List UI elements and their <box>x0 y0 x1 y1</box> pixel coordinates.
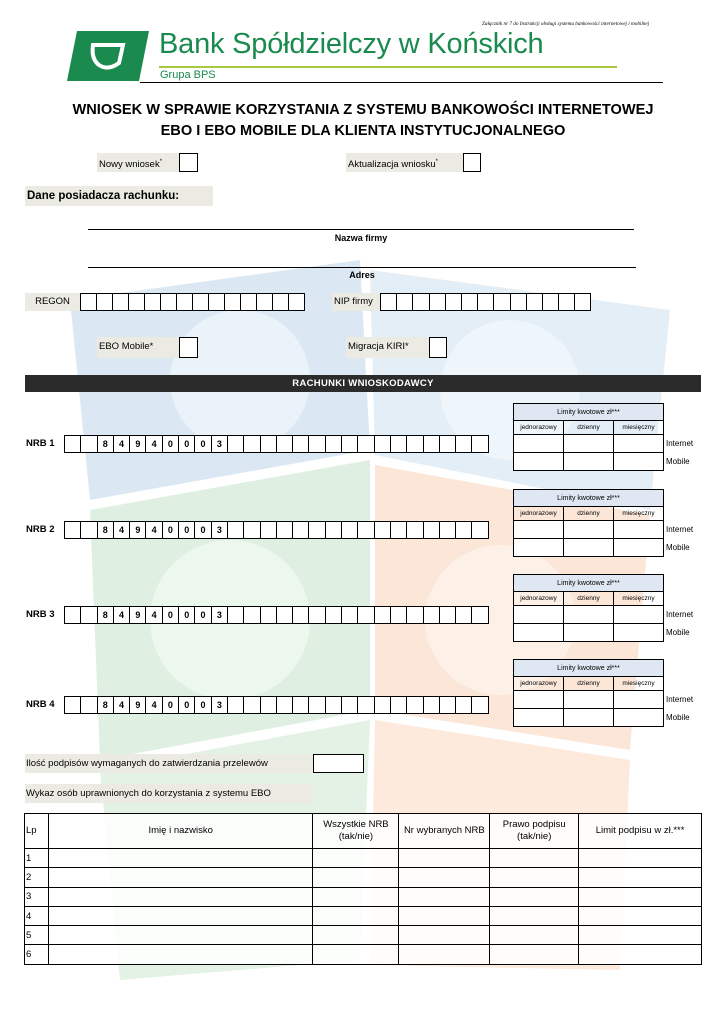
digit-cell[interactable] <box>455 521 472 539</box>
digit-cell[interactable] <box>341 435 358 453</box>
digit-cell[interactable]: 4 <box>145 606 162 624</box>
table-input-cell[interactable] <box>48 945 313 964</box>
limit-input[interactable] <box>564 539 614 557</box>
digit-cell[interactable] <box>455 696 472 714</box>
nrb-label: NRB 1 <box>26 438 55 449</box>
digit-cell[interactable] <box>526 293 543 311</box>
digit-cell[interactable] <box>243 521 260 539</box>
digit-cell[interactable] <box>390 606 407 624</box>
limit-column-header: miesięczny <box>614 421 664 435</box>
regon-input[interactable] <box>80 293 305 311</box>
table-input-cell[interactable] <box>313 868 399 887</box>
digit-cell[interactable]: 8 <box>97 435 114 453</box>
limit-input[interactable] <box>514 539 564 557</box>
table-input-cell[interactable] <box>490 849 579 868</box>
table-row <box>25 945 702 964</box>
nrb-account-input[interactable] <box>64 435 489 453</box>
table-row <box>25 926 702 945</box>
column-header: Nr wybranych NRB <box>399 814 490 849</box>
digit-cell[interactable] <box>493 293 510 311</box>
limit-input[interactable] <box>614 453 664 471</box>
channel-label: Internet <box>666 695 694 704</box>
bank-group: Grupa BPS <box>160 69 216 81</box>
attachment-note: Załącznik nr 7 do Instrukcji obsługi systemu bankowości internetowej i mobilnej <box>482 21 650 27</box>
digit-cell[interactable] <box>308 521 325 539</box>
table-input-cell[interactable] <box>48 926 313 945</box>
digit-cell[interactable] <box>80 521 97 539</box>
table-input-cell[interactable] <box>579 945 702 964</box>
digit-cell[interactable] <box>192 293 209 311</box>
digit-cell[interactable] <box>341 521 358 539</box>
digit-cell[interactable] <box>292 606 309 624</box>
table-input-cell[interactable] <box>579 926 702 945</box>
column-header: Wszystkie NRB (tak/nie) <box>313 814 399 849</box>
new-request-label: Nowy wniosek* <box>97 153 179 172</box>
limit-column-header: jednorazowy <box>514 507 564 521</box>
limit-column-header: dzienny <box>564 421 614 435</box>
update-request-checkbox[interactable] <box>463 153 481 172</box>
digit-cell[interactable] <box>412 293 429 311</box>
address-field[interactable] <box>88 267 636 268</box>
digit-cell[interactable] <box>227 435 244 453</box>
digit-cell[interactable] <box>406 606 423 624</box>
digit-cell[interactable] <box>374 521 391 539</box>
limit-input[interactable] <box>564 435 614 453</box>
digit-cell[interactable] <box>406 521 423 539</box>
authorized-persons-label: Wykaz osób uprawnionych do korzystania z systemu EBO <box>25 784 313 803</box>
limit-input[interactable] <box>514 606 564 624</box>
digit-cell[interactable] <box>160 293 177 311</box>
digit-cell[interactable] <box>260 696 277 714</box>
digit-cell[interactable] <box>510 293 527 311</box>
digit-cell[interactable] <box>325 435 342 453</box>
digit-cell[interactable] <box>374 606 391 624</box>
limit-column-header: miesięczny <box>614 507 664 521</box>
digit-cell[interactable] <box>292 521 309 539</box>
required-signatures-label: Ilość podpisów wymaganych do zatwierdzania przelewów <box>25 754 313 773</box>
limits-table <box>513 659 702 727</box>
digit-cell[interactable] <box>471 435 488 453</box>
limit-column-header: miesięczny <box>614 677 664 691</box>
table-row <box>25 868 702 887</box>
digit-cell[interactable]: 4 <box>145 696 162 714</box>
digit-cell[interactable] <box>112 293 129 311</box>
digit-cell[interactable] <box>574 293 591 311</box>
table-input-cell[interactable] <box>579 868 702 887</box>
table-input-cell[interactable] <box>399 926 490 945</box>
digit-cell[interactable] <box>341 606 358 624</box>
digit-cell[interactable] <box>406 696 423 714</box>
limit-input[interactable] <box>614 606 664 624</box>
digit-cell[interactable] <box>308 606 325 624</box>
digit-cell[interactable]: 8 <box>97 606 114 624</box>
row-number: 6 <box>25 945 49 964</box>
digit-cell[interactable] <box>64 435 81 453</box>
table-input-cell[interactable] <box>313 887 399 906</box>
limit-input[interactable] <box>564 624 614 642</box>
company-name-field[interactable] <box>88 229 634 230</box>
limit-input[interactable] <box>564 453 614 471</box>
digit-cell[interactable] <box>276 606 293 624</box>
table-input-cell[interactable] <box>399 849 490 868</box>
digit-cell[interactable] <box>471 606 488 624</box>
digit-cell[interactable] <box>439 435 456 453</box>
limit-column-header: jednorazowy <box>514 421 564 435</box>
digit-cell[interactable] <box>292 696 309 714</box>
digit-cell[interactable] <box>80 606 97 624</box>
nrb-account-input[interactable] <box>64 696 489 714</box>
digit-cell[interactable]: 4 <box>113 696 130 714</box>
digit-cell[interactable] <box>80 293 97 311</box>
digit-cell[interactable] <box>439 521 456 539</box>
digit-cell[interactable]: 8 <box>97 521 114 539</box>
digit-cell[interactable] <box>243 696 260 714</box>
digit-cell[interactable] <box>471 696 488 714</box>
digit-cell[interactable]: 0 <box>178 521 195 539</box>
digit-cell[interactable] <box>455 435 472 453</box>
digit-cell[interactable] <box>542 293 559 311</box>
accounts-heading: RACHUNKI WNIOSKODAWCY <box>25 375 701 392</box>
digit-cell[interactable] <box>260 606 277 624</box>
channel-label: Internet <box>666 439 694 448</box>
digit-cell[interactable]: 3 <box>211 435 228 453</box>
digit-cell[interactable]: 9 <box>129 606 146 624</box>
limit-column-header: jednorazowy <box>514 592 564 606</box>
digit-cell[interactable] <box>445 293 462 311</box>
digit-cell[interactable] <box>80 435 97 453</box>
regon-label: REGON <box>25 293 80 311</box>
digit-cell[interactable]: 4 <box>113 435 130 453</box>
table-input-cell[interactable] <box>399 868 490 887</box>
limit-column-header: dzienny <box>564 507 614 521</box>
table-input-cell[interactable] <box>313 945 399 964</box>
digit-cell[interactable] <box>243 606 260 624</box>
kiri-migration-checkbox[interactable] <box>429 337 447 358</box>
form-title-line2: EBO I EBO MOBILE DLA KLIENTA INSTYTUCJONALNEGO <box>160 123 566 139</box>
digit-cell[interactable] <box>558 293 575 311</box>
digit-cell[interactable]: 0 <box>178 696 195 714</box>
bank-logo-icon <box>67 31 149 81</box>
limit-input[interactable] <box>614 435 664 453</box>
new-request-checkbox[interactable] <box>179 153 198 172</box>
table-input-cell[interactable] <box>490 868 579 887</box>
digit-cell[interactable] <box>390 521 407 539</box>
digit-cell[interactable] <box>455 606 472 624</box>
limit-input[interactable] <box>514 709 564 727</box>
table-input-cell[interactable] <box>490 887 579 906</box>
digit-cell[interactable] <box>423 521 440 539</box>
digit-cell[interactable]: 0 <box>194 696 211 714</box>
digit-cell[interactable] <box>396 293 413 311</box>
row-number: 2 <box>25 868 49 887</box>
digit-cell[interactable] <box>439 606 456 624</box>
ebo-mobile-checkbox[interactable] <box>179 337 198 358</box>
digit-cell[interactable] <box>260 521 277 539</box>
channel-label: Internet <box>666 610 694 619</box>
limit-input[interactable] <box>514 453 564 471</box>
limit-input[interactable] <box>564 709 614 727</box>
digit-cell[interactable] <box>272 293 289 311</box>
digit-cell[interactable]: 9 <box>129 696 146 714</box>
limit-input[interactable] <box>564 606 614 624</box>
table-row <box>25 906 702 925</box>
digit-cell[interactable] <box>461 293 478 311</box>
limit-input[interactable] <box>564 691 614 709</box>
limits-table <box>513 574 702 642</box>
digit-cell[interactable] <box>64 521 81 539</box>
digit-cell[interactable] <box>276 521 293 539</box>
limits-table <box>513 489 702 557</box>
digit-cell[interactable]: 3 <box>211 696 228 714</box>
limit-column-header: jednorazowy <box>514 677 564 691</box>
digit-cell[interactable]: 0 <box>162 435 179 453</box>
limits-header: Limity kwotowe zł*** <box>514 575 664 592</box>
limits-header: Limity kwotowe zł*** <box>514 404 664 421</box>
channel-label: Mobile <box>666 713 690 722</box>
row-number: 5 <box>25 926 49 945</box>
limit-input[interactable] <box>614 691 664 709</box>
digit-cell[interactable] <box>144 293 161 311</box>
digit-cell[interactable] <box>390 435 407 453</box>
limit-column-header: miesięczny <box>614 592 664 606</box>
company-name-label: Nazwa firmy <box>334 233 388 243</box>
digit-cell[interactable]: 4 <box>145 435 162 453</box>
table-row <box>25 887 702 906</box>
digit-cell[interactable] <box>357 696 374 714</box>
digit-cell[interactable] <box>292 435 309 453</box>
table-input-cell[interactable] <box>399 945 490 964</box>
channel-label: Internet <box>666 525 694 534</box>
limit-input[interactable] <box>614 624 664 642</box>
digit-cell[interactable] <box>325 606 342 624</box>
channel-label: Mobile <box>666 543 690 552</box>
limit-input[interactable] <box>614 521 664 539</box>
column-header: Imię i nazwisko <box>48 814 313 849</box>
row-number: 4 <box>25 906 49 925</box>
digit-cell[interactable] <box>325 696 342 714</box>
channel-label: Mobile <box>666 457 690 466</box>
digit-cell[interactable] <box>227 606 244 624</box>
digit-cell[interactable] <box>308 696 325 714</box>
kiri-migration-label: Migracja KIRI* <box>346 337 429 358</box>
table-input-cell[interactable] <box>579 906 702 925</box>
table-input-cell[interactable] <box>579 849 702 868</box>
table-input-cell[interactable] <box>399 906 490 925</box>
digit-cell[interactable]: 4 <box>113 521 130 539</box>
address-label: Adres <box>349 270 375 280</box>
digit-cell[interactable] <box>208 293 225 311</box>
digit-cell[interactable] <box>477 293 494 311</box>
header-accent-line <box>159 66 617 68</box>
digit-cell[interactable] <box>176 293 193 311</box>
digit-cell[interactable] <box>96 293 113 311</box>
digit-cell[interactable] <box>380 293 397 311</box>
nip-input[interactable] <box>380 293 591 311</box>
bank-name: Bank Spółdzielczy w Końskich <box>159 28 544 60</box>
digit-cell[interactable] <box>423 435 440 453</box>
digit-cell[interactable] <box>227 521 244 539</box>
required-signatures-input[interactable] <box>313 754 364 773</box>
authorized-persons-table <box>24 813 702 965</box>
table-input-cell[interactable] <box>48 849 313 868</box>
digit-cell[interactable]: 0 <box>162 606 179 624</box>
digit-cell[interactable] <box>227 696 244 714</box>
digit-cell[interactable] <box>64 606 81 624</box>
digit-cell[interactable] <box>429 293 446 311</box>
row-number: 3 <box>25 887 49 906</box>
digit-cell[interactable]: 3 <box>211 521 228 539</box>
channel-label: Mobile <box>666 628 690 637</box>
table-input-cell[interactable] <box>48 887 313 906</box>
limit-input[interactable] <box>514 435 564 453</box>
table-input-cell[interactable] <box>48 906 313 925</box>
row-number: 1 <box>25 849 49 868</box>
table-input-cell[interactable] <box>399 887 490 906</box>
table-input-cell[interactable] <box>490 926 579 945</box>
digit-cell[interactable]: 0 <box>194 521 211 539</box>
nrb-account-input[interactable] <box>64 606 489 624</box>
digit-cell[interactable] <box>256 293 273 311</box>
digit-cell[interactable] <box>308 435 325 453</box>
digit-cell[interactable] <box>341 696 358 714</box>
limit-input[interactable] <box>514 624 564 642</box>
digit-cell[interactable] <box>128 293 145 311</box>
table-input-cell[interactable] <box>313 849 399 868</box>
digit-cell[interactable] <box>423 606 440 624</box>
limit-input[interactable] <box>614 709 664 727</box>
column-header: Prawo podpisu (tak/nie) <box>490 814 579 849</box>
digit-cell[interactable] <box>80 696 97 714</box>
ebo-mobile-label: EBO Mobile* <box>97 337 179 358</box>
limit-input[interactable] <box>514 691 564 709</box>
digit-cell[interactable] <box>325 521 342 539</box>
nrb-label: NRB 3 <box>26 609 55 620</box>
limit-input[interactable] <box>564 521 614 539</box>
nrb-account-input[interactable] <box>64 521 489 539</box>
holder-heading: Dane posiadacza rachunku: <box>25 186 213 206</box>
table-input-cell[interactable] <box>490 906 579 925</box>
nip-label: NIP firmy <box>332 293 380 311</box>
digit-cell[interactable]: 9 <box>129 435 146 453</box>
digit-cell[interactable]: 4 <box>145 521 162 539</box>
digit-cell[interactable]: 0 <box>194 435 211 453</box>
digit-cell[interactable]: 0 <box>162 696 179 714</box>
limit-column-header: dzienny <box>564 592 614 606</box>
limits-header: Limity kwotowe zł*** <box>514 660 664 677</box>
digit-cell[interactable] <box>357 521 374 539</box>
table-row <box>25 849 702 868</box>
digit-cell[interactable] <box>374 696 391 714</box>
digit-cell[interactable] <box>357 435 374 453</box>
digit-cell[interactable] <box>406 435 423 453</box>
digit-cell[interactable]: 0 <box>162 521 179 539</box>
table-input-cell[interactable] <box>579 887 702 906</box>
digit-cell[interactable] <box>260 435 277 453</box>
form-title <box>25 100 701 142</box>
digit-cell[interactable] <box>276 696 293 714</box>
digit-cell[interactable]: 9 <box>129 521 146 539</box>
digit-cell[interactable]: 0 <box>178 606 195 624</box>
limits-header: Limity kwotowe zł*** <box>514 490 664 507</box>
digit-cell[interactable]: 8 <box>97 696 114 714</box>
nrb-label: NRB 2 <box>26 524 55 535</box>
digit-cell[interactable]: 0 <box>178 435 195 453</box>
digit-cell[interactable] <box>439 696 456 714</box>
digit-cell[interactable] <box>423 696 440 714</box>
limit-column-header: dzienny <box>564 677 614 691</box>
table-input-cell[interactable] <box>48 868 313 887</box>
column-header: Limit podpisu w zł.*** <box>579 814 702 849</box>
digit-cell[interactable] <box>471 521 488 539</box>
digit-cell[interactable] <box>64 696 81 714</box>
digit-cell[interactable] <box>240 293 257 311</box>
table-input-cell[interactable] <box>313 906 399 925</box>
update-request-label: Aktualizacja wniosku* <box>346 153 463 172</box>
digit-cell[interactable]: 3 <box>211 606 228 624</box>
limit-input[interactable] <box>614 539 664 557</box>
limits-table <box>513 403 702 471</box>
column-header: Lp <box>25 814 49 849</box>
digit-cell[interactable] <box>224 293 241 311</box>
digit-cell[interactable]: 4 <box>113 606 130 624</box>
digit-cell[interactable] <box>374 435 391 453</box>
table-input-cell[interactable] <box>490 945 579 964</box>
digit-cell[interactable] <box>276 435 293 453</box>
digit-cell[interactable] <box>357 606 374 624</box>
digit-cell[interactable] <box>288 293 305 311</box>
digit-cell[interactable] <box>390 696 407 714</box>
limit-input[interactable] <box>514 521 564 539</box>
form-title-line1: WNIOSEK W SPRAWIE KORZYSTANIA Z SYSTEMU BANKOWOŚCI INTERNETOWEJ <box>72 102 654 118</box>
table-input-cell[interactable] <box>313 926 399 945</box>
digit-cell[interactable] <box>243 435 260 453</box>
header-rule <box>140 82 663 83</box>
nrb-label: NRB 4 <box>26 699 55 710</box>
digit-cell[interactable]: 0 <box>194 606 211 624</box>
